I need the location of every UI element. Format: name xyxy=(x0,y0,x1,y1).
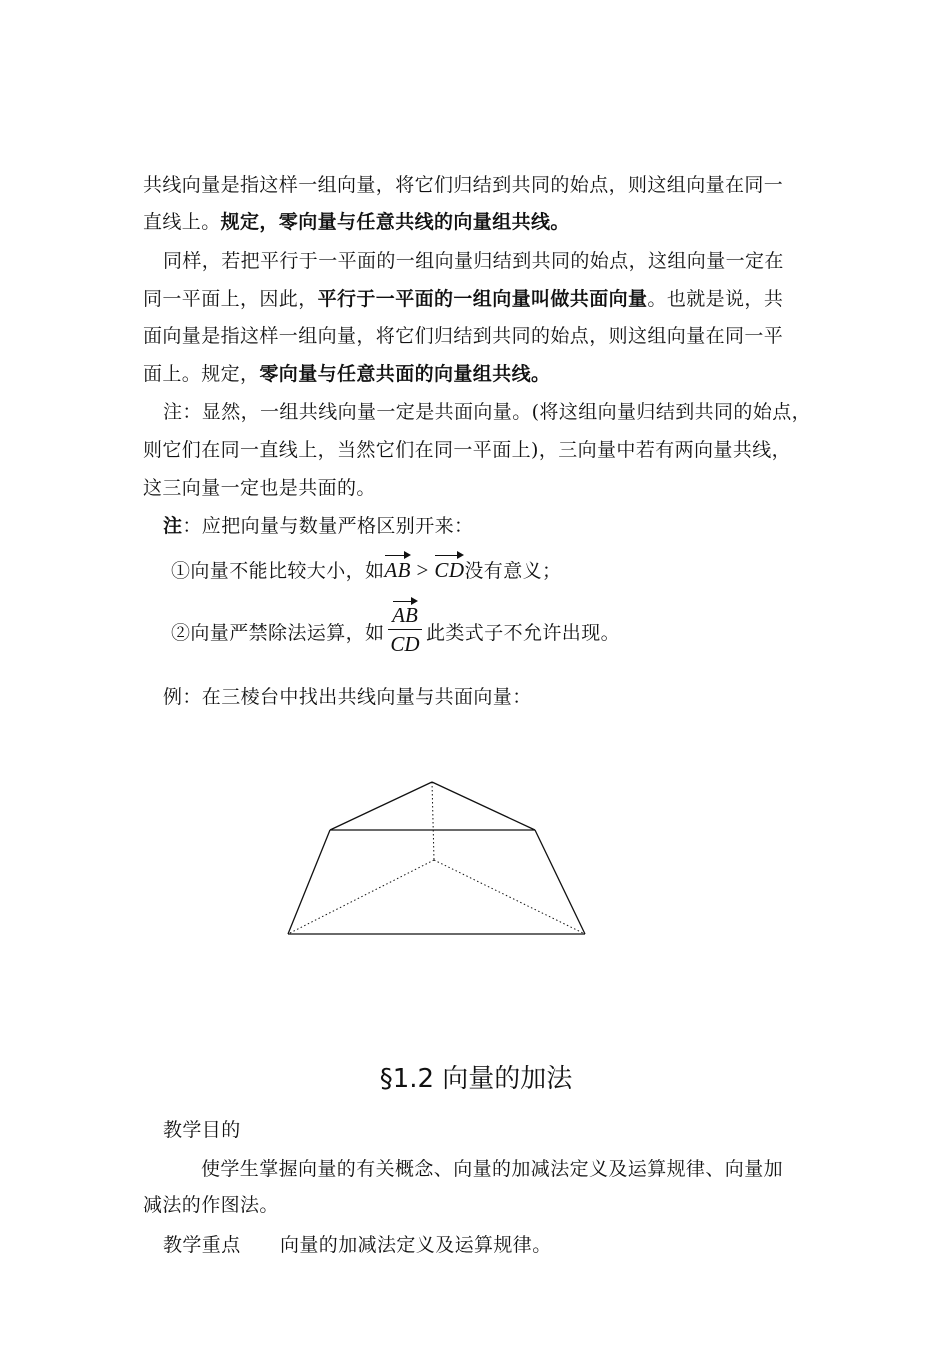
p1-line2-start: 直线上。 xyxy=(143,211,221,233)
frustum-left-lateral-edge xyxy=(288,830,330,934)
frustum-right-lateral-edge xyxy=(535,830,585,934)
p2-rule: 零向量与任意共面的向量组共线。 xyxy=(259,363,551,385)
frustum-top-left-edge xyxy=(330,782,432,830)
coplanar-definition: 平行于一平面的一组向量叫做共面向量 xyxy=(317,288,648,310)
item1-prefix: ①向量不能比较大小，如 xyxy=(171,560,385,582)
example-line: 例：在三棱台中找出共线向量与共面向量： xyxy=(163,686,532,708)
item2-suffix: 此类式子不允许出现。 xyxy=(426,622,621,644)
p1-rule: 规定，零向量与任意共线的向量组共线。 xyxy=(220,211,570,233)
note-text: ：应把向量与数量严格区别开来： xyxy=(182,515,474,537)
greater-than-sign: > xyxy=(410,558,435,582)
p3-line2: 则它们在同一直线上，当然它们在同一平面上)，三向量中若有两向量共线， xyxy=(143,439,792,461)
frustum-hidden-bottom-right-edge xyxy=(434,860,585,934)
p2-line2-start: 同一平面上，因此， xyxy=(143,288,318,310)
goal-label: 教学目的 xyxy=(163,1119,241,1141)
frustum-hidden-vertical-edge xyxy=(432,782,434,860)
p3-line3: 这三向量一定也是共面的。 xyxy=(143,477,376,499)
p3-line1: 注：显然，一组共线向量一定是共面向量。(将这组向量归结到共同的始点， xyxy=(163,401,812,423)
vector-cd: CD xyxy=(434,558,465,582)
item1-suffix: 没有意义； xyxy=(464,560,562,582)
goal-line1: 使学生掌握向量的有关概念、向量的加减法定义及运算规律、向量加 xyxy=(201,1158,784,1180)
key-text: 向量的加减法定义及运算规律。 xyxy=(280,1234,552,1256)
frustum-hidden-bottom-left-edge xyxy=(288,860,434,934)
p2-line4-start: 面上。规定， xyxy=(143,363,260,385)
note-label: 注 xyxy=(163,515,183,537)
p2-line3: 面向量是指这样一组向量，将它们归结到共同的始点，则这组向量在同一平 xyxy=(143,325,784,347)
p2-line2-end: 。也就是说，共 xyxy=(647,288,784,310)
item2-prefix: ②向量严禁除法运算，如 xyxy=(171,622,385,644)
section-heading: §1.2 向量的加法 xyxy=(379,1064,573,1094)
p1-line1: 共线向量是指这样一组向量，将它们归结到共同的始点，则这组向量在同一 xyxy=(143,174,784,196)
goal-line2: 减法的作图法。 xyxy=(143,1194,279,1216)
frustum-top-right-edge xyxy=(432,782,535,830)
fraction-numerator: AB xyxy=(392,603,418,627)
p2-line1: 同样，若把平行于一平面的一组向量归结到共同的始点，这组向量一定在 xyxy=(163,250,784,272)
key-label: 教学重点 xyxy=(163,1234,241,1256)
vector-ab: AB xyxy=(384,558,411,582)
fraction-denominator: CD xyxy=(390,632,420,656)
